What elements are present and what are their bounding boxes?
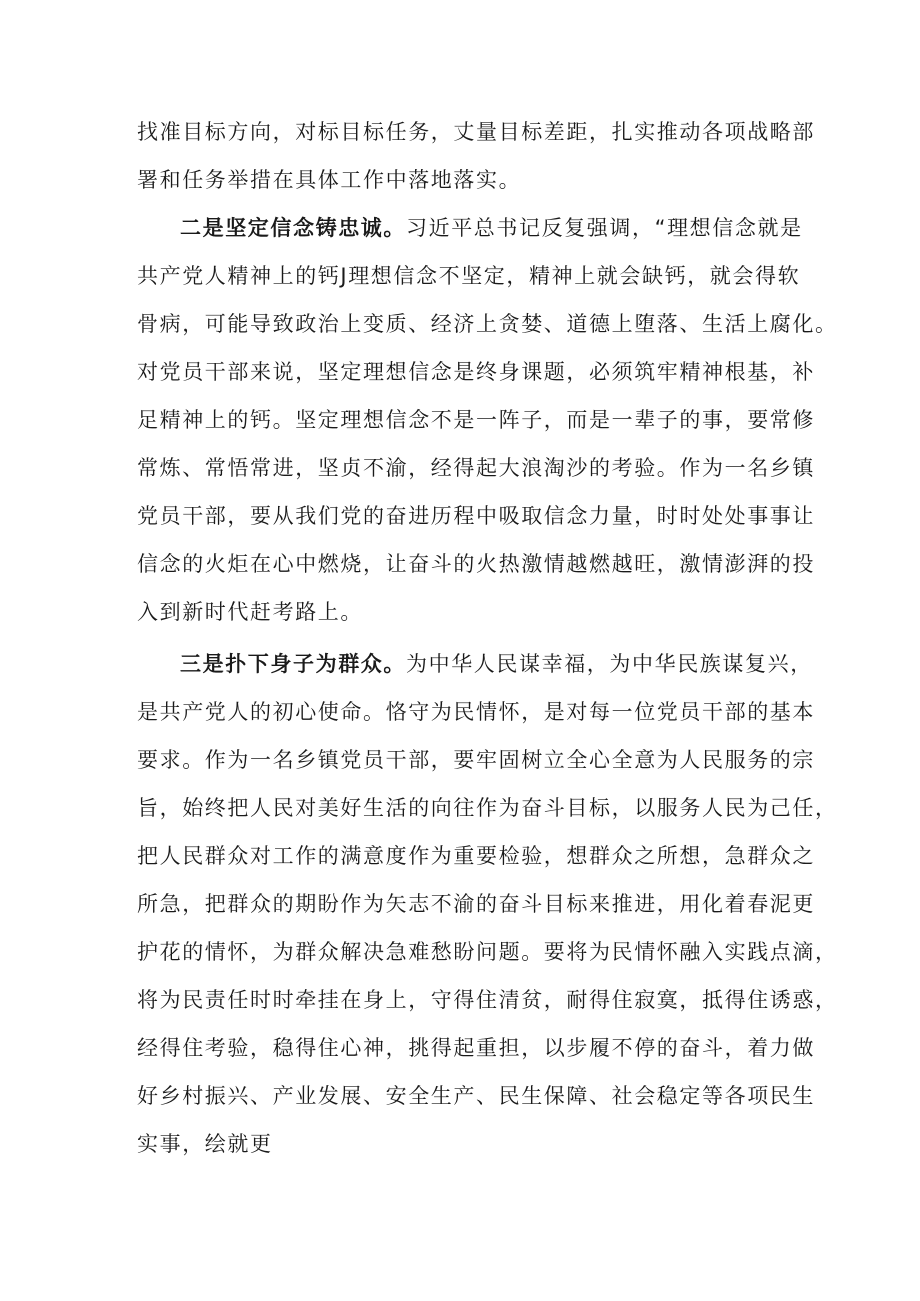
paragraph-first-line <box>180 214 840 242</box>
text-line: 旨，始终把人民对美好生活的向往作为奋斗目标，以服务人民为己任， <box>137 796 838 820</box>
text-line: 署和任务举措在具体工作中落地落实。 <box>137 168 522 192</box>
text-line: 把人民群众对工作的满意度作为重要检验，想群众之所想，急群众之 <box>137 844 815 868</box>
text-line: 护花的情怀，为群众解决急难愁盼问题。要将为民情怀融入实践点滴， <box>137 940 838 964</box>
paragraph-heading: 二是坚定信念铸忠诚。 <box>180 216 406 240</box>
text-line: 是共产党人的初心使命。恪守为民情怀，是对每一位党员干部的基本 <box>137 700 815 724</box>
text-line: 对党员干部来说，坚定理想信念是终身课题，必须筑牢精神根基，补 <box>137 360 815 384</box>
text-line: 入到新时代赶考路上。 <box>137 600 363 624</box>
text-line: 信念的火炬在心中燃烧，让奋斗的火热激情越燃越旺，激情澎湃的投 <box>137 552 815 576</box>
text-line: 找准目标方向，对标目标任务，丈量目标差距，扎实推动各项战略部 <box>137 120 815 144</box>
text-line: 将为民责任时时牵挂在身上，守得住清贫，耐得住寂寞，抵得住诱惑， <box>137 988 838 1012</box>
text-line: 要求。作为一名乡镇党员干部，要牢固树立全心全意为人民服务的宗 <box>137 748 815 772</box>
paragraph-first-line <box>180 650 840 678</box>
text-line: 实事，绘就更 <box>137 1132 273 1156</box>
text-line: 常炼、常悟常进，坚贞不渝，经得起大浪淘沙的考验。作为一名乡镇 <box>137 456 815 480</box>
text-line: 经得住考验，稳得住心神，挑得起重担，以步履不停的奋斗，着力做 <box>137 1036 815 1060</box>
paragraph-heading: 三是扑下身子为群众。 <box>180 652 406 676</box>
text-line: 共产党人精神上的钙J理想信念不坚定，精神上就会缺钙，就会得软 <box>137 264 801 288</box>
text-line: 所急，把群众的期盼作为矢志不渝的奋斗目标来推进，用化着春泥更 <box>137 892 815 916</box>
text-span: 习近平总书记反复强调，“理想信念就是 <box>406 216 803 240</box>
text-line: 骨病，可能导致政治上变质、经济上贪婪、道德上堕落、生活上腐化。 <box>137 312 838 336</box>
text-line: 足精神上的钙。坚定理想信念不是一阵子，而是一辈子的事，要常修 <box>137 408 815 432</box>
text-span: 为中华人民谋幸福，为中华民族谋复兴， <box>406 652 813 676</box>
text-line: 党员干部，要从我们党的奋进历程中吸取信念力量，时时处处事事让 <box>137 504 815 528</box>
text-line: 好乡村振兴、产业发展、安全生产、民生保障、社会稳定等各项民生 <box>137 1084 815 1108</box>
